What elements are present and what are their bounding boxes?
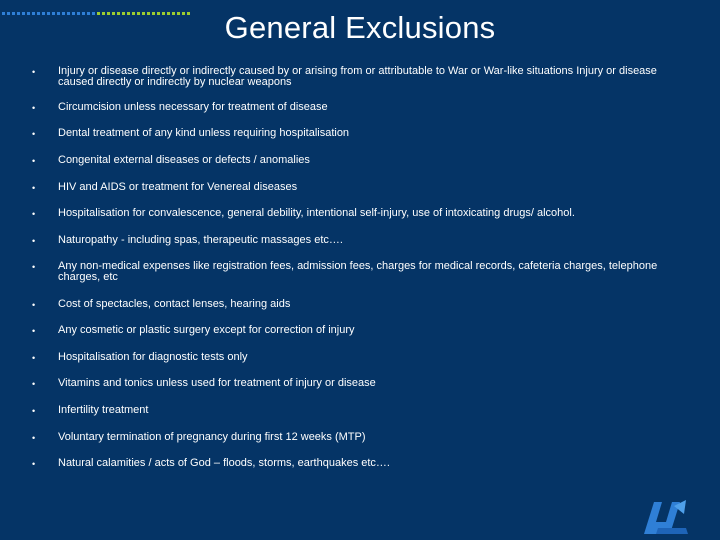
bullet-icon: • — [32, 183, 36, 193]
bullet-icon: • — [32, 103, 36, 113]
bullet-icon: • — [32, 353, 36, 363]
company-logo-icon — [640, 498, 690, 536]
exclusion-text: Naturopathy - including spas, therapeutic massages etc…. — [58, 234, 343, 246]
exclusion-item — [32, 102, 682, 114]
exclusion-text: Congenital external diseases or defects / anomalies — [58, 154, 310, 166]
bullet-icon: • — [32, 129, 36, 139]
exclusion-item — [32, 299, 682, 311]
bullet-icon: • — [32, 433, 36, 443]
bullet-icon: • — [32, 379, 36, 389]
exclusion-item — [32, 66, 682, 88]
exclusion-item — [32, 432, 682, 444]
exclusion-text: HIV and AIDS or treatment for Venereal diseases — [58, 181, 298, 193]
exclusion-item — [32, 155, 682, 167]
exclusion-item — [32, 235, 682, 247]
slide-title: General Exclusions — [224, 10, 496, 45]
exclusion-item — [32, 128, 682, 140]
exclusion-text: Hospitalisation for diagnostic tests only — [58, 351, 248, 363]
bullet-icon: • — [32, 326, 36, 336]
exclusion-item — [32, 458, 682, 470]
bullet-icon: • — [32, 236, 36, 246]
exclusion-text: Voluntary termination of pregnancy during first 12 weeks (MTP) — [58, 431, 366, 443]
exclusion-text: Cost of spectacles, contact lenses, hearing aids — [58, 298, 291, 310]
bullet-icon: • — [32, 459, 36, 469]
exclusion-item — [32, 405, 682, 417]
exclusion-text: Vitamins and tonics unless used for treatment of injury or disease — [58, 377, 376, 389]
exclusion-text: Injury or disease directly or indirectly caused by or arising from or attributable to War or War-like situations Injury or disease caused directly or indirectly by nuclear weapons — [58, 65, 657, 88]
exclusion-text: Dental treatment of any kind unless requiring hospitalisation — [58, 127, 350, 139]
exclusion-item — [32, 378, 682, 390]
bullet-icon: • — [32, 209, 36, 219]
bullet-icon: • — [32, 300, 36, 310]
exclusion-item — [32, 182, 682, 194]
exclusion-text: Circumcision unless necessary for treatment of disease — [58, 101, 328, 113]
exclusion-text: Any cosmetic or plastic surgery except for correction of injury — [58, 324, 355, 336]
bullet-icon: • — [32, 156, 36, 166]
exclusion-text: Hospitalisation for convalescence, general debility, intentional self-injury, use of intoxicating drugs/ alcohol. — [58, 207, 575, 219]
exclusion-text: Infertility treatment — [58, 404, 149, 416]
exclusion-item — [32, 261, 682, 283]
bullet-icon: • — [32, 262, 36, 272]
exclusion-text: Natural calamities / acts of God – floods, storms, earthquakes etc…. — [58, 457, 390, 469]
exclusion-item — [32, 208, 682, 220]
exclusion-text: Any non-medical expenses like registration fees, admission fees, charges for medical records, cafeteria charges, telephone charges, etc — [58, 260, 658, 283]
bullet-icon: • — [32, 406, 36, 416]
bullet-icon: • — [32, 67, 36, 77]
exclusion-item — [32, 325, 682, 337]
exclusion-item — [32, 352, 682, 364]
